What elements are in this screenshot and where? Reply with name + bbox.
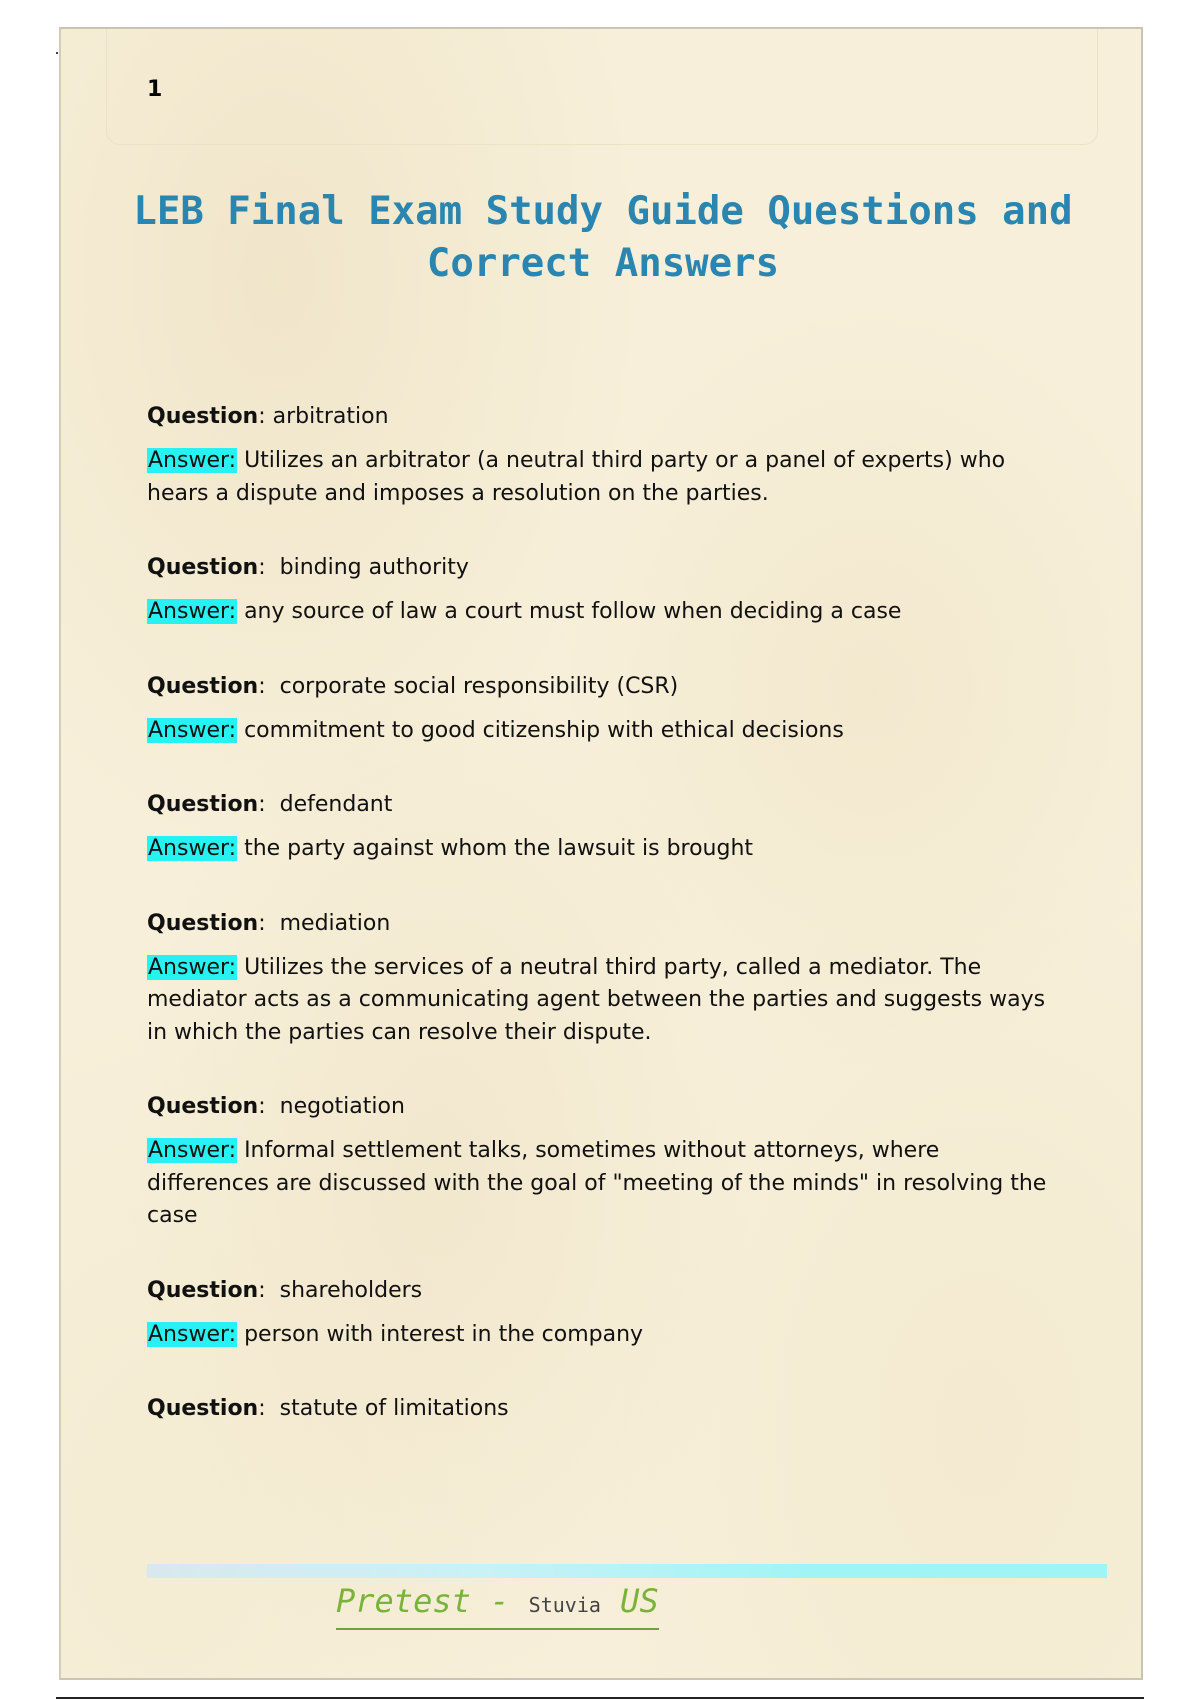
answer-text: Informal settlement talks, sometimes without attorneys, where differences are discussed with the goal of "meeting of the minds" in resolving the case xyxy=(147,1138,1047,1228)
answer xyxy=(147,952,1067,1050)
question: Question: corporate social responsibility (CSR) xyxy=(147,673,679,699)
header-frame xyxy=(106,29,1098,145)
qa-item xyxy=(147,671,1067,748)
answer-text: person with interest in the company xyxy=(244,1321,644,1347)
footer-divider-bar xyxy=(147,1564,1107,1578)
footer-us-text: US xyxy=(600,1582,659,1620)
question-text: shareholders xyxy=(279,1277,423,1303)
question: Question: arbitration xyxy=(147,404,389,429)
corner-mark xyxy=(56,52,58,54)
question-text: binding authority xyxy=(279,555,469,580)
qa-item xyxy=(147,908,1067,1050)
qa-item xyxy=(147,1393,1067,1425)
question: Question: negotiation xyxy=(147,1094,405,1119)
answer-text: any source of law a court must follow when deciding a case xyxy=(244,599,902,624)
bottom-rule xyxy=(56,1697,1144,1699)
question: Question: defendant xyxy=(147,792,393,817)
answer-label: Answer: xyxy=(148,1321,237,1347)
answer-text: the party against whom the lawsuit is brought xyxy=(244,836,754,861)
question-label: Question xyxy=(147,404,259,429)
answer-label: Answer: xyxy=(148,1138,237,1163)
question-label: Question xyxy=(147,910,259,936)
qa-item xyxy=(147,1091,1067,1233)
answer-label: Answer: xyxy=(148,599,237,624)
answer xyxy=(147,1319,1067,1352)
qa-list xyxy=(147,401,1067,1437)
answer-label: Answer: xyxy=(148,717,237,743)
answer-label: Answer: xyxy=(148,954,237,980)
question-text: defendant xyxy=(279,792,393,817)
answer-text: Utilizes an arbitrator (a neutral third party or a panel of experts) who hears a dispute and imposes a resolution on the parties. xyxy=(147,448,1006,506)
answer xyxy=(147,1135,1067,1233)
question-text: corporate social responsibility (CSR) xyxy=(279,673,679,699)
question-label: Question xyxy=(147,792,259,817)
answer xyxy=(147,596,1067,629)
qa-item xyxy=(147,401,1067,510)
answer xyxy=(147,715,1067,748)
answer xyxy=(147,833,1067,866)
question-text: mediation xyxy=(279,910,391,936)
answer xyxy=(147,445,1067,510)
question-label: Question xyxy=(147,1396,259,1421)
footer-stuvia-text: Stuvia xyxy=(528,1593,601,1617)
footer-watermark-link[interactable] xyxy=(336,1581,659,1630)
question: Question: statute of limitations xyxy=(147,1396,509,1421)
question-text: statute of limitations xyxy=(279,1396,509,1421)
answer-text: commitment to good citizenship with ethical decisions xyxy=(244,717,844,743)
question: Question: shareholders xyxy=(147,1277,423,1303)
question-text: negotiation xyxy=(279,1094,405,1119)
question: Question: binding authority xyxy=(147,555,469,580)
question-label: Question xyxy=(147,1094,259,1119)
page-number: 1 xyxy=(147,77,163,102)
question-label: Question xyxy=(147,555,259,580)
document-page xyxy=(59,27,1143,1680)
document-title: LEB Final Exam Study Guide Questions and Correct Answers xyxy=(133,189,1073,286)
answer-text: Utilizes the services of a neutral third party, called a mediator. The mediator acts as a communicating agent between the parties and suggests ways in which the parties can resolve their dispute. xyxy=(147,954,1046,1045)
question-label: Question xyxy=(147,1277,259,1303)
qa-item xyxy=(147,552,1067,629)
answer-label: Answer: xyxy=(148,836,237,861)
question: Question: mediation xyxy=(147,910,391,936)
answer-label: Answer: xyxy=(148,448,237,473)
question-text: arbitration xyxy=(272,404,389,429)
footer-pretest-text: Pretest - xyxy=(336,1582,529,1620)
question-label: Question xyxy=(147,673,259,699)
qa-item xyxy=(147,789,1067,866)
qa-item xyxy=(147,1275,1067,1352)
